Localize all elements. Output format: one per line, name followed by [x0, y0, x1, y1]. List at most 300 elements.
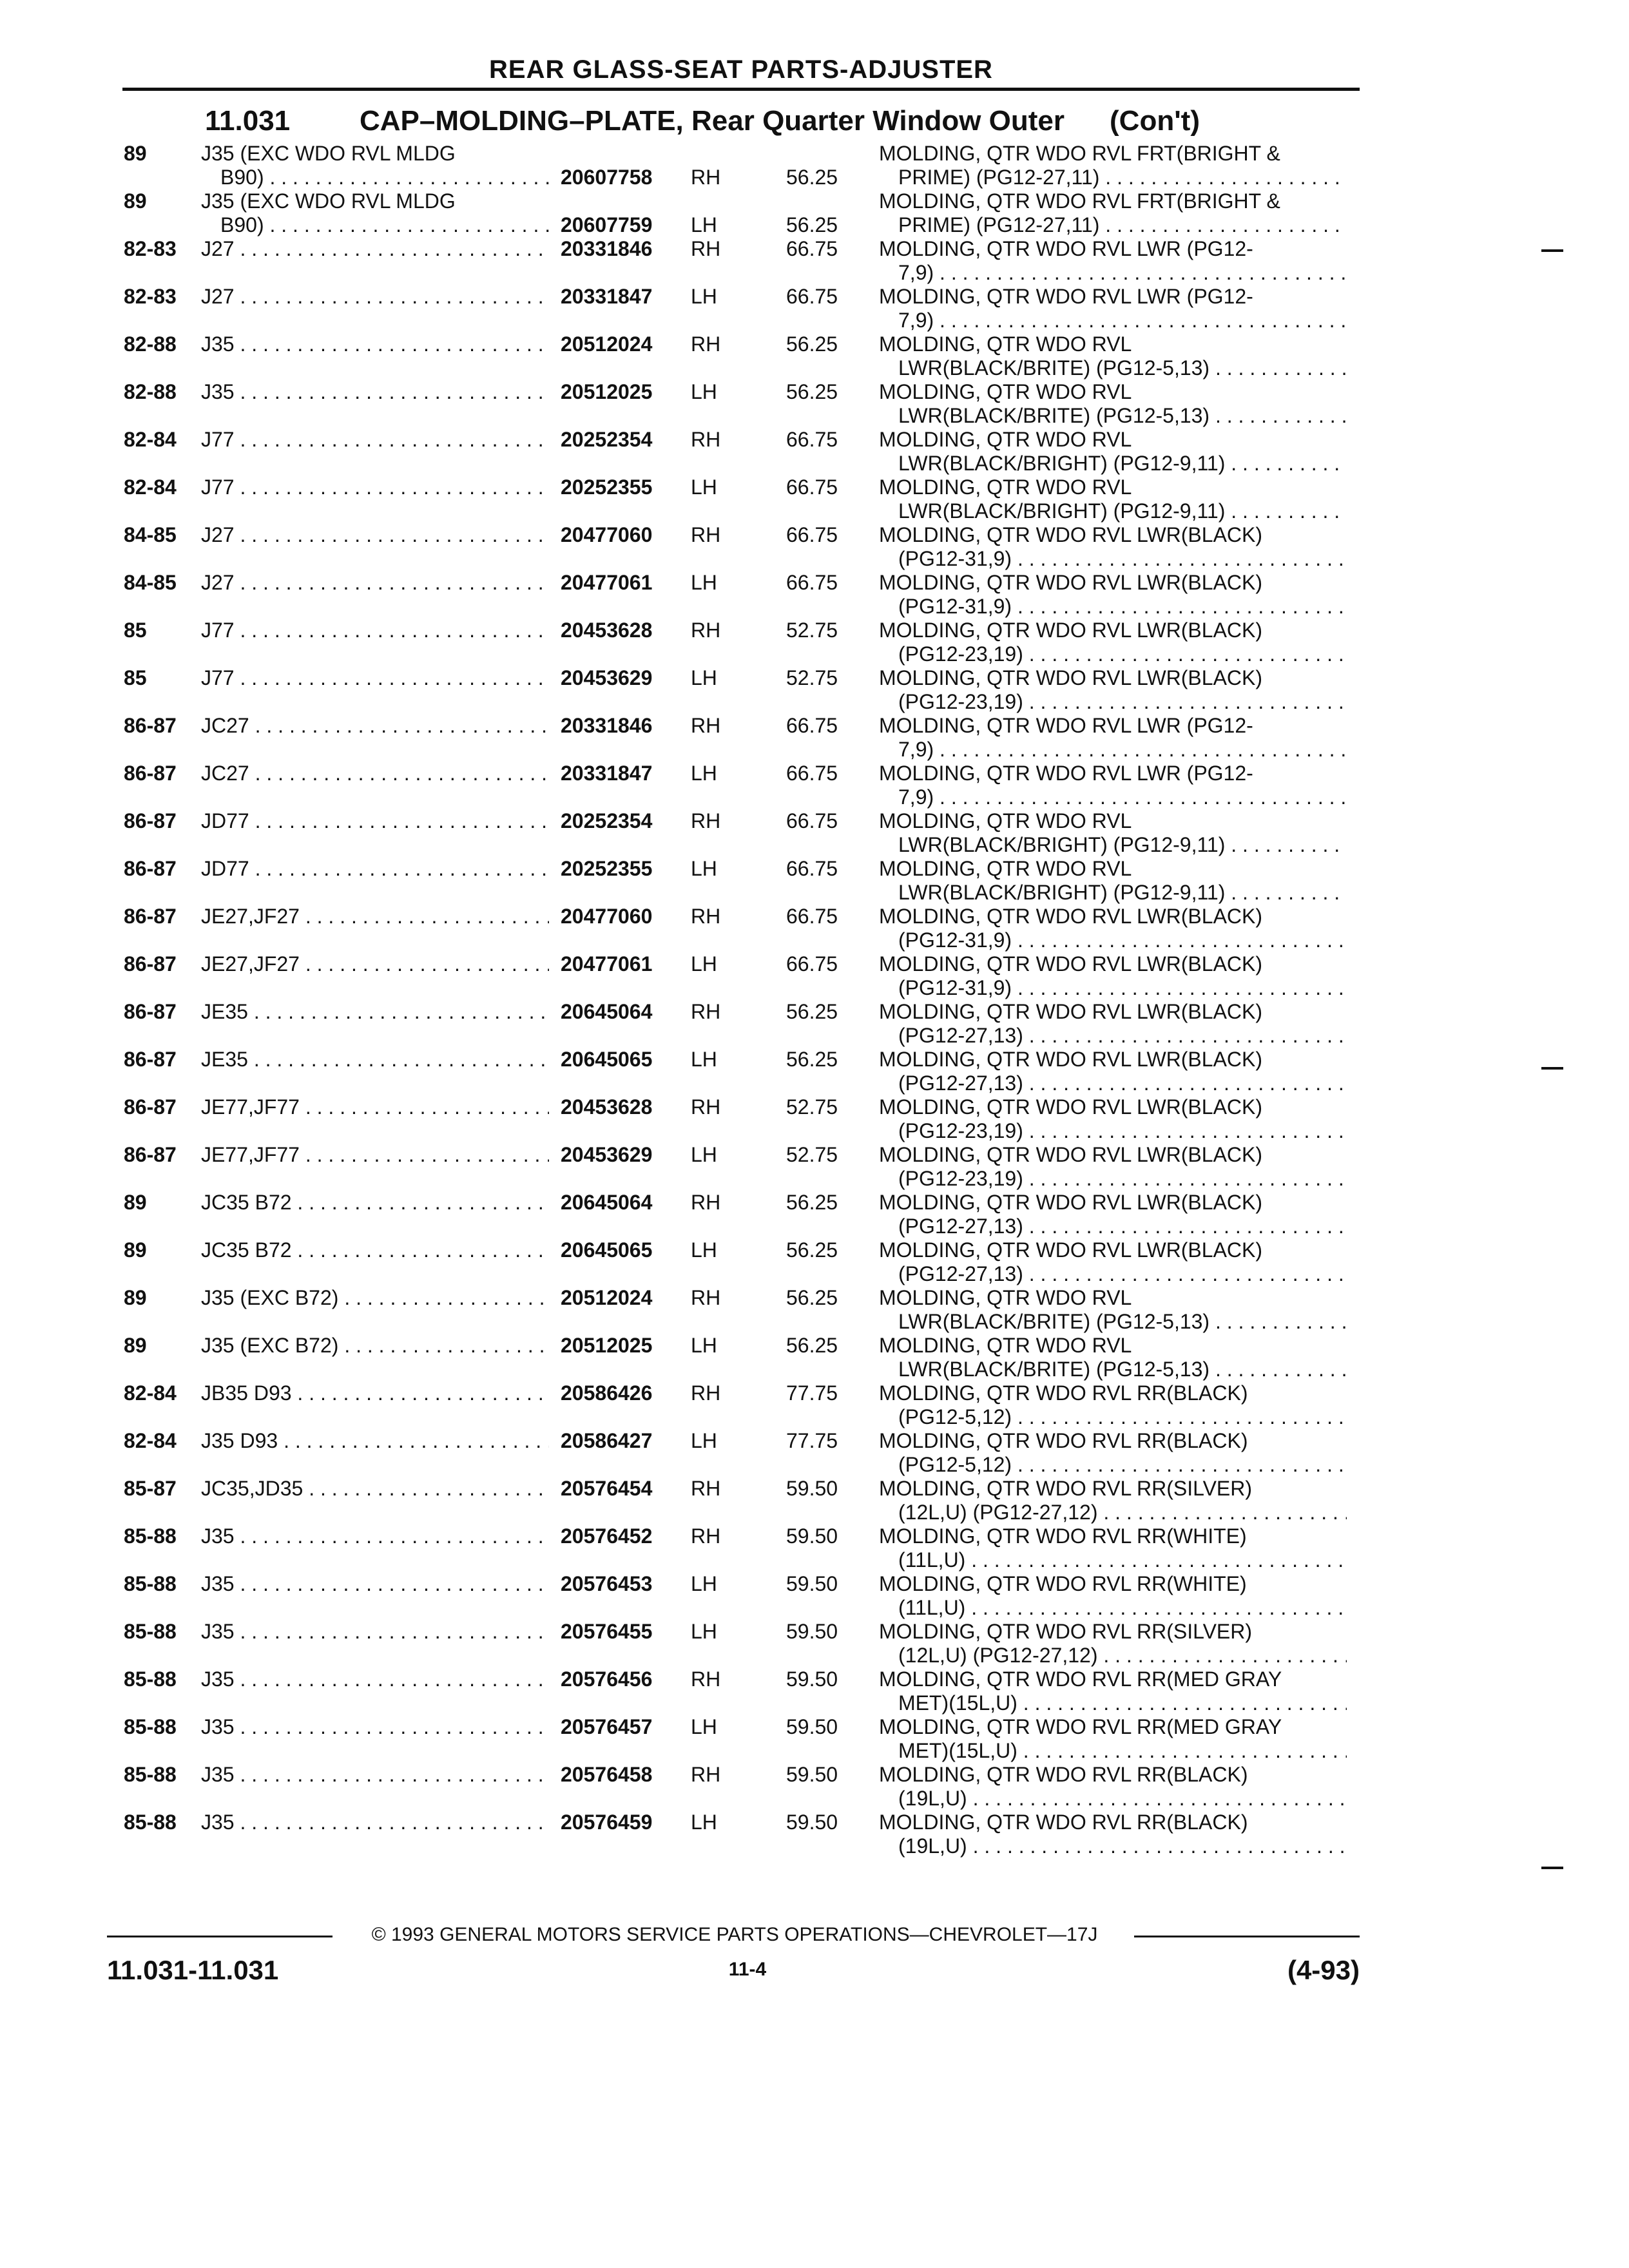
model-years: 84-85 — [124, 523, 177, 546]
price: 52.75 — [786, 619, 838, 642]
description-line-1: MOLDING, QTR WDO RVL — [879, 428, 1132, 451]
price: 66.75 — [786, 952, 838, 975]
side-designation: LH — [691, 1811, 717, 1834]
table-row — [0, 142, 1629, 189]
table-row — [0, 857, 1629, 905]
part-description — [879, 1381, 1347, 1429]
model-code: J35 . . . — [201, 1524, 549, 1548]
description-line-1: MOLDING, QTR WDO RVL LWR(BLACK) — [879, 523, 1263, 546]
price: 59.50 — [786, 1620, 838, 1643]
side-designation: RH — [691, 1191, 721, 1214]
model-cell — [201, 762, 549, 785]
side-designation: RH — [691, 332, 721, 356]
side-designation: LH — [691, 1143, 717, 1166]
part-number: 20512024 — [561, 332, 653, 356]
description-line-2: (PG12-23,19) . . . — [879, 642, 1347, 666]
model-code: J35 . . . — [201, 1763, 549, 1787]
part-number: 20252355 — [561, 476, 653, 499]
model-code: J35 (EXC B72) . . . — [201, 1286, 549, 1310]
part-description — [879, 380, 1347, 428]
side-designation: LH — [691, 1620, 717, 1643]
table-row — [0, 1620, 1629, 1667]
part-description — [879, 762, 1347, 809]
description-line-2: (PG12-5,12) . . . — [879, 1453, 1347, 1477]
description-line-2: LWR(BLACK/BRITE) (PG12-5,13) . . . — [879, 1358, 1347, 1381]
model-cell — [201, 1572, 549, 1596]
section-title: CAP–MOLDING–PLATE, Rear Quarter Window Outer — [360, 105, 1065, 137]
table-row — [0, 1381, 1629, 1429]
part-description — [879, 142, 1347, 189]
model-cell — [201, 1095, 549, 1119]
model-cell — [201, 1429, 549, 1453]
model-cell — [201, 666, 549, 690]
part-number: 20453629 — [561, 1143, 653, 1166]
model-code: J35 . . . — [201, 1811, 549, 1834]
description-line-1: MOLDING, QTR WDO RVL LWR(BLACK) — [879, 952, 1263, 975]
model-cell — [201, 905, 549, 928]
price: 59.50 — [786, 1763, 838, 1786]
table-row — [0, 1429, 1629, 1477]
model-code: J27 . . . — [201, 237, 549, 261]
footer-page-number: 11-4 — [728, 1959, 767, 1980]
model-cell — [201, 189, 549, 237]
model-years: 82-83 — [124, 285, 177, 308]
table-row — [0, 905, 1629, 952]
side-designation: RH — [691, 1000, 721, 1023]
margin-tick-mark — [1541, 249, 1563, 252]
table-row — [0, 1095, 1629, 1143]
part-number: 20576456 — [561, 1667, 653, 1691]
model-code: JE35 . . . — [201, 1048, 549, 1072]
table-row — [0, 1143, 1629, 1191]
description-line-1: MOLDING, QTR WDO RVL FRT(BRIGHT & — [879, 142, 1280, 165]
description-line-2: LWR(BLACK/BRIGHT) (PG12-9,11) . . . — [879, 499, 1347, 523]
part-number: 20576455 — [561, 1620, 653, 1643]
description-line-1: MOLDING, QTR WDO RVL — [879, 380, 1132, 403]
section-number: 11.031 — [205, 105, 291, 137]
model-years: 82-84 — [124, 476, 177, 499]
footer-section-range: 11.031-11.031 — [107, 1955, 279, 1985]
model-code-cont: B90) . . . — [201, 213, 549, 237]
table-row — [0, 1000, 1629, 1048]
model-years: 86-87 — [124, 809, 177, 832]
model-years: 86-87 — [124, 1048, 177, 1071]
model-code: J35 (EXC B72) . . . — [201, 1334, 549, 1358]
parts-list — [0, 142, 1629, 1858]
price: 56.25 — [786, 1286, 838, 1309]
price: 52.75 — [786, 1143, 838, 1166]
side-designation: RH — [691, 523, 721, 546]
price: 66.75 — [786, 476, 838, 499]
model-years: 85-88 — [124, 1572, 177, 1595]
footer-copyright: © 1993 GENERAL MOTORS SERVICE PARTS OPERATIONS—CHEVROLET—17J — [371, 1924, 1098, 1945]
description-line-2: LWR(BLACK/BRITE) (PG12-5,13) . . . — [879, 356, 1347, 380]
side-designation: LH — [691, 571, 717, 594]
price: 52.75 — [786, 666, 838, 689]
part-description — [879, 952, 1347, 1000]
part-number: 20331847 — [561, 285, 653, 308]
side-designation: LH — [691, 1048, 717, 1071]
part-description — [879, 714, 1347, 762]
table-row — [0, 1238, 1629, 1286]
side-designation: RH — [691, 1524, 721, 1548]
part-description — [879, 1572, 1347, 1620]
model-years: 85-87 — [124, 1477, 177, 1500]
table-row — [0, 1477, 1629, 1524]
description-line-2: LWR(BLACK/BRIGHT) (PG12-9,11) . . . — [879, 833, 1347, 857]
table-row — [0, 619, 1629, 666]
table-row — [0, 1811, 1629, 1858]
part-description — [879, 857, 1347, 905]
side-designation: RH — [691, 237, 721, 260]
model-code: JD77 . . . — [201, 857, 549, 881]
model-code: J77 . . . — [201, 476, 549, 499]
table-row — [0, 1572, 1629, 1620]
description-line-2: MET)(15L,U) . . . — [879, 1691, 1347, 1715]
model-cell — [201, 1286, 549, 1310]
description-line-1: MOLDING, QTR WDO RVL LWR(BLACK) — [879, 1143, 1263, 1166]
model-years: 86-87 — [124, 1143, 177, 1166]
side-designation: LH — [691, 476, 717, 499]
description-line-2: (PG12-23,19) . . . — [879, 1167, 1347, 1191]
price: 56.25 — [786, 166, 838, 189]
part-number: 20331846 — [561, 237, 653, 260]
model-years: 89 — [124, 1191, 147, 1214]
model-years: 86-87 — [124, 1000, 177, 1023]
model-years: 89 — [124, 1334, 147, 1357]
price: 66.75 — [786, 762, 838, 785]
part-description — [879, 523, 1347, 571]
part-number: 20645064 — [561, 1000, 653, 1023]
model-code: J35 . . . — [201, 1572, 549, 1596]
description-line-1: MOLDING, QTR WDO RVL RR(MED GRAY — [879, 1715, 1282, 1738]
model-cell — [201, 809, 549, 833]
model-code: J35 . . . — [201, 332, 549, 356]
model-cell — [201, 523, 549, 547]
side-designation: LH — [691, 1715, 717, 1738]
model-cell — [201, 1381, 549, 1405]
side-designation: RH — [691, 1381, 721, 1405]
model-code: JD77 . . . — [201, 809, 549, 833]
model-cell — [201, 857, 549, 881]
side-designation: RH — [691, 809, 721, 832]
model-cell — [201, 1811, 549, 1834]
table-row — [0, 428, 1629, 476]
table-row — [0, 1763, 1629, 1811]
price: 66.75 — [786, 428, 838, 451]
description-line-2: (PG12-23,19) . . . — [879, 1119, 1347, 1143]
table-row — [0, 714, 1629, 762]
description-line-1: MOLDING, QTR WDO RVL LWR(BLACK) — [879, 905, 1263, 928]
table-row — [0, 189, 1629, 237]
page-header — [122, 52, 1360, 91]
part-number: 20645065 — [561, 1238, 653, 1262]
part-description — [879, 332, 1347, 380]
part-number: 20331846 — [561, 714, 653, 737]
price: 66.75 — [786, 285, 838, 308]
price: 59.50 — [786, 1811, 838, 1834]
side-designation: LH — [691, 285, 717, 308]
part-number: 20576452 — [561, 1524, 653, 1548]
model-code: J35 . . . — [201, 1667, 549, 1691]
margin-tick-mark — [1541, 1067, 1563, 1070]
model-years: 85-88 — [124, 1524, 177, 1548]
page-title: REAR GLASS-SEAT PARTS-ADJUSTER — [489, 55, 993, 84]
part-description — [879, 1238, 1347, 1286]
price: 59.50 — [786, 1572, 838, 1595]
description-line-2: 7,9) . . . — [879, 261, 1347, 285]
part-number: 20252355 — [561, 857, 653, 880]
description-line-1: MOLDING, QTR WDO RVL RR(MED GRAY — [879, 1667, 1282, 1691]
table-row — [0, 762, 1629, 809]
description-line-1: MOLDING, QTR WDO RVL LWR (PG12- — [879, 762, 1253, 785]
table-row — [0, 380, 1629, 428]
model-cell — [201, 476, 549, 499]
model-years: 86-87 — [124, 857, 177, 880]
model-cell — [201, 285, 549, 309]
price: 56.25 — [786, 1191, 838, 1214]
description-line-2: (12L,U) (PG12-27,12) . . . — [879, 1501, 1347, 1524]
description-line-2: (PG12-5,12) . . . — [879, 1405, 1347, 1429]
price: 52.75 — [786, 1095, 838, 1119]
model-cell — [201, 237, 549, 261]
description-line-2: (PG12-23,19) . . . — [879, 690, 1347, 714]
description-line-2: (PG12-27,13) . . . — [879, 1024, 1347, 1048]
part-number: 20645064 — [561, 1191, 653, 1214]
description-line-1: MOLDING, QTR WDO RVL LWR(BLACK) — [879, 666, 1263, 689]
footer-rule — [1134, 1936, 1360, 1937]
side-designation: LH — [691, 1572, 717, 1595]
part-description — [879, 237, 1347, 285]
model-cell — [201, 1048, 549, 1072]
description-line-2: (PG12-27,13) . . . — [879, 1262, 1347, 1286]
model-cell — [201, 571, 549, 595]
price: 56.25 — [786, 1334, 838, 1357]
model-years: 85-88 — [124, 1667, 177, 1691]
model-code: JE27,JF27 . . . — [201, 952, 549, 976]
side-designation: LH — [691, 762, 717, 785]
side-designation: LH — [691, 213, 717, 236]
side-designation: RH — [691, 619, 721, 642]
part-description — [879, 905, 1347, 952]
price: 59.50 — [786, 1477, 838, 1500]
model-years: 89 — [124, 189, 147, 213]
section-heading — [205, 103, 1365, 139]
table-row — [0, 1191, 1629, 1238]
description-line-2: LWR(BLACK/BRIGHT) (PG12-9,11) . . . — [879, 452, 1347, 476]
table-row — [0, 1667, 1629, 1715]
model-years: 89 — [124, 142, 147, 165]
side-designation: LH — [691, 1429, 717, 1452]
table-row — [0, 1334, 1629, 1381]
model-years: 85-88 — [124, 1763, 177, 1786]
table-row — [0, 1286, 1629, 1334]
model-code: J35 . . . — [201, 380, 549, 404]
model-code: J27 . . . — [201, 523, 549, 547]
footer-date: (4-93) — [1287, 1955, 1360, 1985]
part-number: 20576457 — [561, 1715, 653, 1738]
model-cell — [201, 952, 549, 976]
side-designation: LH — [691, 1334, 717, 1357]
model-code: J77 . . . — [201, 666, 549, 690]
part-description — [879, 1000, 1347, 1048]
part-number: 20477061 — [561, 571, 653, 594]
model-years: 89 — [124, 1238, 147, 1262]
price: 66.75 — [786, 571, 838, 594]
part-number: 20252354 — [561, 809, 653, 832]
description-line-1: MOLDING, QTR WDO RVL — [879, 476, 1132, 499]
model-cell — [201, 1477, 549, 1501]
description-line-1: MOLDING, QTR WDO RVL LWR(BLACK) — [879, 1191, 1263, 1214]
continued-label: (Con't) — [1110, 105, 1200, 137]
part-description — [879, 1763, 1347, 1811]
part-number: 20453628 — [561, 1095, 653, 1119]
model-code: J35 D93 . . . — [201, 1429, 549, 1453]
price: 59.50 — [786, 1667, 838, 1691]
description-line-2: 7,9) . . . — [879, 785, 1347, 809]
table-row — [0, 666, 1629, 714]
model-code: JC35 B72 . . . — [201, 1238, 549, 1262]
table-row — [0, 285, 1629, 332]
part-description — [879, 1667, 1347, 1715]
model-cell — [201, 142, 549, 189]
part-number: 20576458 — [561, 1763, 653, 1786]
model-code: JB35 D93 . . . — [201, 1381, 549, 1405]
model-cell — [201, 1191, 549, 1215]
model-years: 82-84 — [124, 428, 177, 451]
part-description — [879, 1620, 1347, 1667]
model-cell — [201, 1667, 549, 1691]
model-code: JE77,JF77 . . . — [201, 1143, 549, 1167]
model-years: 82-84 — [124, 1429, 177, 1452]
model-years: 82-88 — [124, 332, 177, 356]
model-code: JC35,JD35 . . . — [201, 1477, 549, 1501]
part-description — [879, 1191, 1347, 1238]
model-cell — [201, 428, 549, 452]
side-designation: RH — [691, 166, 721, 189]
model-cell — [201, 1715, 549, 1739]
model-years: 82-84 — [124, 1381, 177, 1405]
model-code-cont: B90) . . . — [201, 166, 549, 189]
description-line-1: MOLDING, QTR WDO RVL LWR(BLACK) — [879, 1095, 1263, 1119]
part-description — [879, 1334, 1347, 1381]
model-years: 86-87 — [124, 952, 177, 975]
part-description — [879, 666, 1347, 714]
part-number: 20607758 — [561, 166, 653, 189]
side-designation: LH — [691, 666, 717, 689]
side-designation: RH — [691, 1286, 721, 1309]
side-designation: RH — [691, 428, 721, 451]
model-cell — [201, 1524, 549, 1548]
description-line-1: MOLDING, QTR WDO RVL — [879, 1286, 1132, 1309]
description-line-2: LWR(BLACK/BRIGHT) (PG12-9,11) . . . — [879, 881, 1347, 905]
part-number: 20477060 — [561, 523, 653, 546]
model-years: 84-85 — [124, 571, 177, 594]
model-years: 82-83 — [124, 237, 177, 260]
description-line-1: MOLDING, QTR WDO RVL LWR(BLACK) — [879, 619, 1263, 642]
model-code: JE27,JF27 . . . — [201, 905, 549, 928]
description-line-1: MOLDING, QTR WDO RVL RR(BLACK) — [879, 1811, 1248, 1834]
model-code: J35 . . . — [201, 1620, 549, 1644]
description-line-1: MOLDING, QTR WDO RVL RR(WHITE) — [879, 1572, 1247, 1595]
model-code: J35 (EXC WDO RVL MLDG — [201, 189, 456, 213]
part-description — [879, 1429, 1347, 1477]
model-cell — [201, 1763, 549, 1787]
table-row — [0, 1524, 1629, 1572]
price: 66.75 — [786, 523, 838, 546]
description-line-2: (12L,U) (PG12-27,12) . . . — [879, 1644, 1347, 1667]
model-years: 86-87 — [124, 714, 177, 737]
price: 56.25 — [786, 332, 838, 356]
description-line-2: PRIME) (PG12-27,11) . . . — [879, 166, 1347, 189]
model-years: 86-87 — [124, 1095, 177, 1119]
model-years: 86-87 — [124, 905, 177, 928]
part-number: 20576453 — [561, 1572, 653, 1595]
description-line-2: (PG12-27,13) . . . — [879, 1215, 1347, 1238]
description-line-1: MOLDING, QTR WDO RVL RR(SILVER) — [879, 1620, 1253, 1643]
description-line-1: MOLDING, QTR WDO RVL RR(BLACK) — [879, 1429, 1248, 1452]
description-line-2: (11L,U) . . . — [879, 1548, 1347, 1572]
part-description — [879, 1143, 1347, 1191]
part-number: 20645065 — [561, 1048, 653, 1071]
description-line-1: MOLDING, QTR WDO RVL LWR (PG12- — [879, 714, 1253, 737]
table-row — [0, 523, 1629, 571]
model-code: J77 . . . — [201, 428, 549, 452]
model-code: J35 . . . — [201, 1715, 549, 1739]
description-line-1: MOLDING, QTR WDO RVL LWR(BLACK) — [879, 1048, 1263, 1071]
description-line-1: MOLDING, QTR WDO RVL — [879, 1334, 1132, 1357]
table-row — [0, 332, 1629, 380]
model-code: J27 . . . — [201, 285, 549, 309]
model-cell — [201, 380, 549, 404]
part-number: 20477060 — [561, 905, 653, 928]
part-number: 20252354 — [561, 428, 653, 451]
description-line-1: MOLDING, QTR WDO RVL LWR (PG12- — [879, 285, 1253, 308]
model-code: JE77,JF77 . . . — [201, 1095, 549, 1119]
model-years: 85-88 — [124, 1811, 177, 1834]
side-designation: LH — [691, 1238, 717, 1262]
footer-rule — [107, 1936, 333, 1937]
price: 66.75 — [786, 905, 838, 928]
price: 66.75 — [786, 714, 838, 737]
description-line-2: (PG12-31,9) . . . — [879, 976, 1347, 1000]
description-line-2: (PG12-31,9) . . . — [879, 595, 1347, 619]
model-years: 85-88 — [124, 1620, 177, 1643]
description-line-1: MOLDING, QTR WDO RVL — [879, 857, 1132, 880]
table-row — [0, 809, 1629, 857]
part-number: 20453628 — [561, 619, 653, 642]
description-line-2: (PG12-31,9) . . . — [879, 547, 1347, 571]
model-code: JC27 . . . — [201, 714, 549, 738]
margin-tick-mark — [1541, 1867, 1563, 1869]
model-code: J35 (EXC WDO RVL MLDG — [201, 142, 456, 165]
description-line-1: MOLDING, QTR WDO RVL RR(WHITE) — [879, 1524, 1247, 1548]
part-number: 20576459 — [561, 1811, 653, 1834]
description-line-1: MOLDING, QTR WDO RVL LWR (PG12- — [879, 237, 1253, 260]
description-line-2: (PG12-31,9) . . . — [879, 928, 1347, 952]
description-line-1: MOLDING, QTR WDO RVL LWR(BLACK) — [879, 571, 1263, 594]
part-description — [879, 1286, 1347, 1334]
description-line-1: MOLDING, QTR WDO RVL RR(SILVER) — [879, 1477, 1253, 1500]
model-cell — [201, 714, 549, 738]
side-designation: RH — [691, 1667, 721, 1691]
description-line-2: MET)(15L,U) . . . — [879, 1739, 1347, 1763]
part-description — [879, 1048, 1347, 1095]
description-line-2: PRIME) (PG12-27,11) . . . — [879, 213, 1347, 237]
part-number: 20576454 — [561, 1477, 653, 1500]
price: 56.25 — [786, 380, 838, 403]
model-cell — [201, 1620, 549, 1644]
